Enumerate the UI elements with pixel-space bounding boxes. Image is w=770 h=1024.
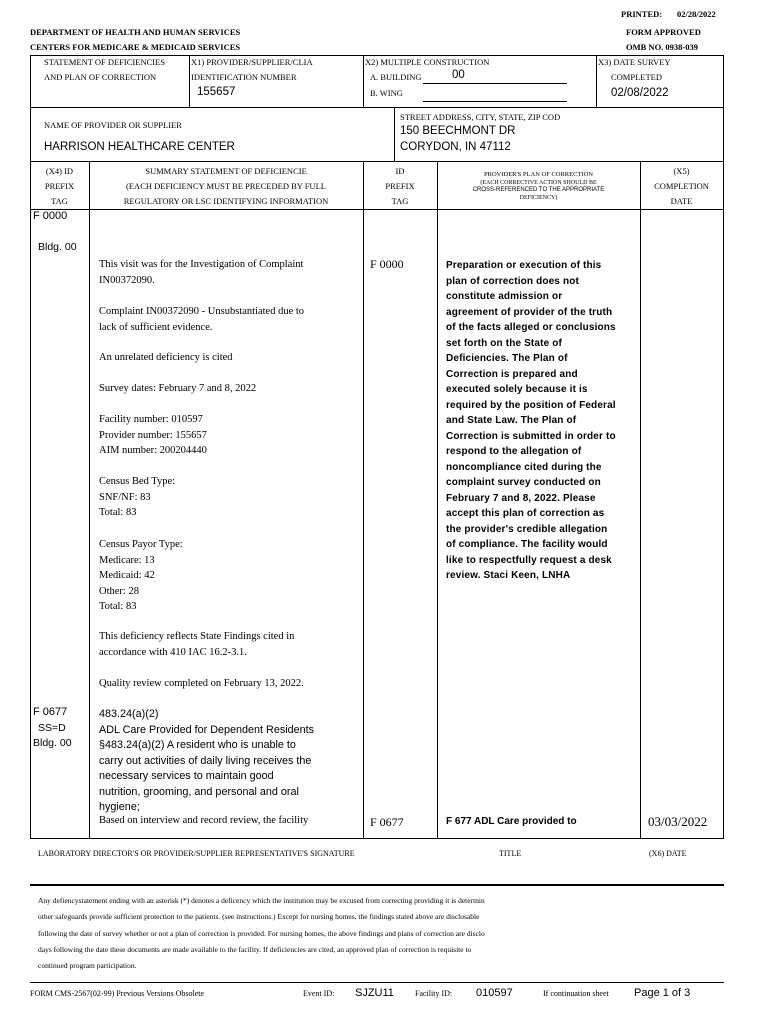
x4-header-1: (X4) ID: [45, 166, 74, 176]
plan-of-correction-text: Preparation or execution of this plan of correction does not constitute admission or agreement of provider of the truth of the facts alleged or conclusions set forth on the State of Deficiencies. The Plan of Correction is prepared and executed solely because it is required by the position of Federal and State Law. The Plan of Correction is submitted in order to respond to the allegation of noncompliance cited during the complaint survey conducted on February 7 and 8, 2022. Please accept this plan of correction as the provider's credible allegation of compliance. The facility would like to respectfully request a desk review. Staci Keen, LNHA: [446, 260, 616, 581]
summary-para-9: Quality review completed on February 13, 2022.: [99, 678, 304, 689]
event-id-label: Event ID:: [303, 989, 335, 998]
summary-header-3: REGULATORY OR LSC IDENTIFYING INFORMATION: [123, 196, 329, 206]
disclaimer-footnote: Any defiencystatement ending with an asterisk (*) denotes a deficency which the institution may be excused from correcting providing it is determin other safeguards provide sufficient protection to the patients. (see instructions.) Except for nursing homes, the findings stated above are disclosable following the date of survey whether or not a plan of correction is provided. For nursing homes, the above findings and plans of correction are disclo days following the date these documents are made available to the facility. If deficiencies are cited, an approved plan of correction is requisite to continued program participation.: [38, 896, 485, 971]
facility-id-label: Facility ID:: [415, 989, 453, 998]
summary-header-1: SUMMARY STATEMENT OF DEFICIENCIE: [145, 166, 307, 176]
summary-para-6: Census Bed Type: SNF/NF: 83 Total: 83: [99, 476, 176, 518]
x4-header-2: PREFIX: [44, 181, 75, 191]
id-header-1: ID: [395, 166, 405, 176]
poc-f677-start: F 677 ADL Care provided to: [446, 816, 577, 827]
summary-para-7: Census Payor Type: Medicare: 13 Medicaid: 42 Other: 28 Total: 83: [99, 539, 183, 612]
summary-header-2: (EACH DEFICIENCY MUST BE PRECEDED BY FULL: [126, 181, 326, 191]
x1-label-1: X1) PROVIDER/SUPPLIER/CLIA: [191, 57, 313, 67]
page-number: Page 1 of 3: [634, 987, 691, 999]
id-header-2: PREFIX: [385, 181, 415, 191]
survey-completed-date: 02/08/2022: [611, 87, 669, 99]
statement-label-1: STATEMENT OF DEFICIENCIES: [44, 57, 166, 67]
poc-header-4: DEFICIENCY): [519, 195, 558, 201]
tag-f0677: F 0677: [33, 706, 68, 718]
id-tag-f0000: F 0000: [370, 257, 404, 271]
provider-name-label: NAME OF PROVIDER OR SUPPLIER: [44, 120, 182, 130]
completion-date: 03/03/2022: [648, 814, 708, 829]
summary-para-3: An unrelated deficiency is cited: [99, 352, 233, 363]
form-approved: FORM APPROVED: [626, 27, 701, 37]
tag-f0000: F 0000: [33, 210, 68, 222]
printed-date: 02/28/2022: [677, 9, 716, 19]
provider-name: HARRISON HEALTHCARE CENTER: [44, 141, 235, 153]
title-label: TITLE: [499, 849, 522, 858]
f677-findings-start: Based on interview and record review, the facility: [99, 815, 309, 826]
summary-para-4: Survey dates: February 7 and 8, 2022: [99, 383, 257, 394]
f677-regulation-text: 483.24(a)(2) ADL Care Provided for Dependent Residents §483.24(a)(2) A resident who is unable to carry out activities of daily living receives the necessary services to maintain good nutrition, grooming, and personal and oral hygiene;: [99, 708, 315, 813]
poc-header-2: (EACH CORRECTIVE ACTION SHOULD BE: [480, 180, 597, 186]
address-label: STREET ADDRESS, CITY, STATE, ZIP COD: [400, 112, 561, 122]
event-id-value: SJZU11: [355, 987, 394, 999]
facility-id-value: 010597: [476, 987, 513, 999]
x5-header-1: (X5): [673, 166, 690, 176]
summary-para-2: Complaint IN00372090 - Unsubstantiated due to lack of sufficient evidence.: [99, 306, 305, 333]
x3-label-1: X3) DATE SURVEY: [598, 57, 671, 67]
summary-para-8: This deficiency reflects State Findings cited in accordance with 410 IAC 16.2-3.1.: [99, 631, 295, 658]
bldg-label: Bldg. 00: [38, 241, 77, 253]
building-value: 00: [452, 69, 465, 81]
form-number: FORM CMS-2567(02-99) Previous Versions Obsolete: [30, 989, 205, 998]
poc-header-1: PROVIDER'S PLAN OF CORRECTION: [484, 171, 593, 178]
wing-label: B. WING: [370, 88, 403, 98]
id-header-3: TAG: [391, 196, 409, 206]
department-name: DEPARTMENT OF HEALTH AND HUMAN SERVICES: [30, 27, 241, 37]
provider-id-number: 155657: [197, 86, 236, 98]
address-city: CORYDON, IN 47112: [400, 141, 511, 153]
x2-label: X2) MULTIPLE CONSTRUCTION: [365, 57, 490, 67]
x5-header-2: COMPLETION: [654, 181, 709, 191]
x4-header-3: TAG: [51, 196, 68, 206]
bldg-label-2: Bldg. 00: [33, 737, 72, 749]
statement-label-2: AND PLAN OF CORRECTION: [44, 72, 157, 82]
printed-label: PRINTED:: [621, 9, 663, 19]
id-tag-f0677: F 0677: [370, 815, 404, 829]
summary-para-1: This visit was for the Investigation of Complaint IN00372090.: [99, 259, 304, 286]
x5-header-3: DATE: [670, 196, 693, 206]
summary-para-5: Facility number: 010597 Provider number: 155657 AIM number: 200204440: [99, 414, 207, 456]
x3-label-2: COMPLETED: [611, 72, 662, 82]
scope-severity: SS=D: [38, 722, 66, 734]
omb-number: OMB NO. 0938-039: [626, 42, 699, 52]
x1-label-2: IDENTIFICATION NUMBER: [191, 72, 297, 82]
centers-name: CENTERS FOR MEDICARE & MEDICAID SERVICES: [30, 42, 241, 52]
poc-header-3: CROSS-REFERENCED TO THE APPROPRIATE: [472, 187, 605, 193]
building-label: A. BUILDING: [370, 72, 422, 82]
date-label: (X6) DATE: [649, 849, 687, 858]
signature-label: LABORATORY DIRECTOR'S OR PROVIDER/SUPPLIER REPRESENTATIVE'S SIGNATURE: [38, 849, 355, 858]
address-street: 150 BEECHMONT DR: [400, 125, 516, 137]
continuation-label: If continuation sheet: [543, 989, 609, 998]
